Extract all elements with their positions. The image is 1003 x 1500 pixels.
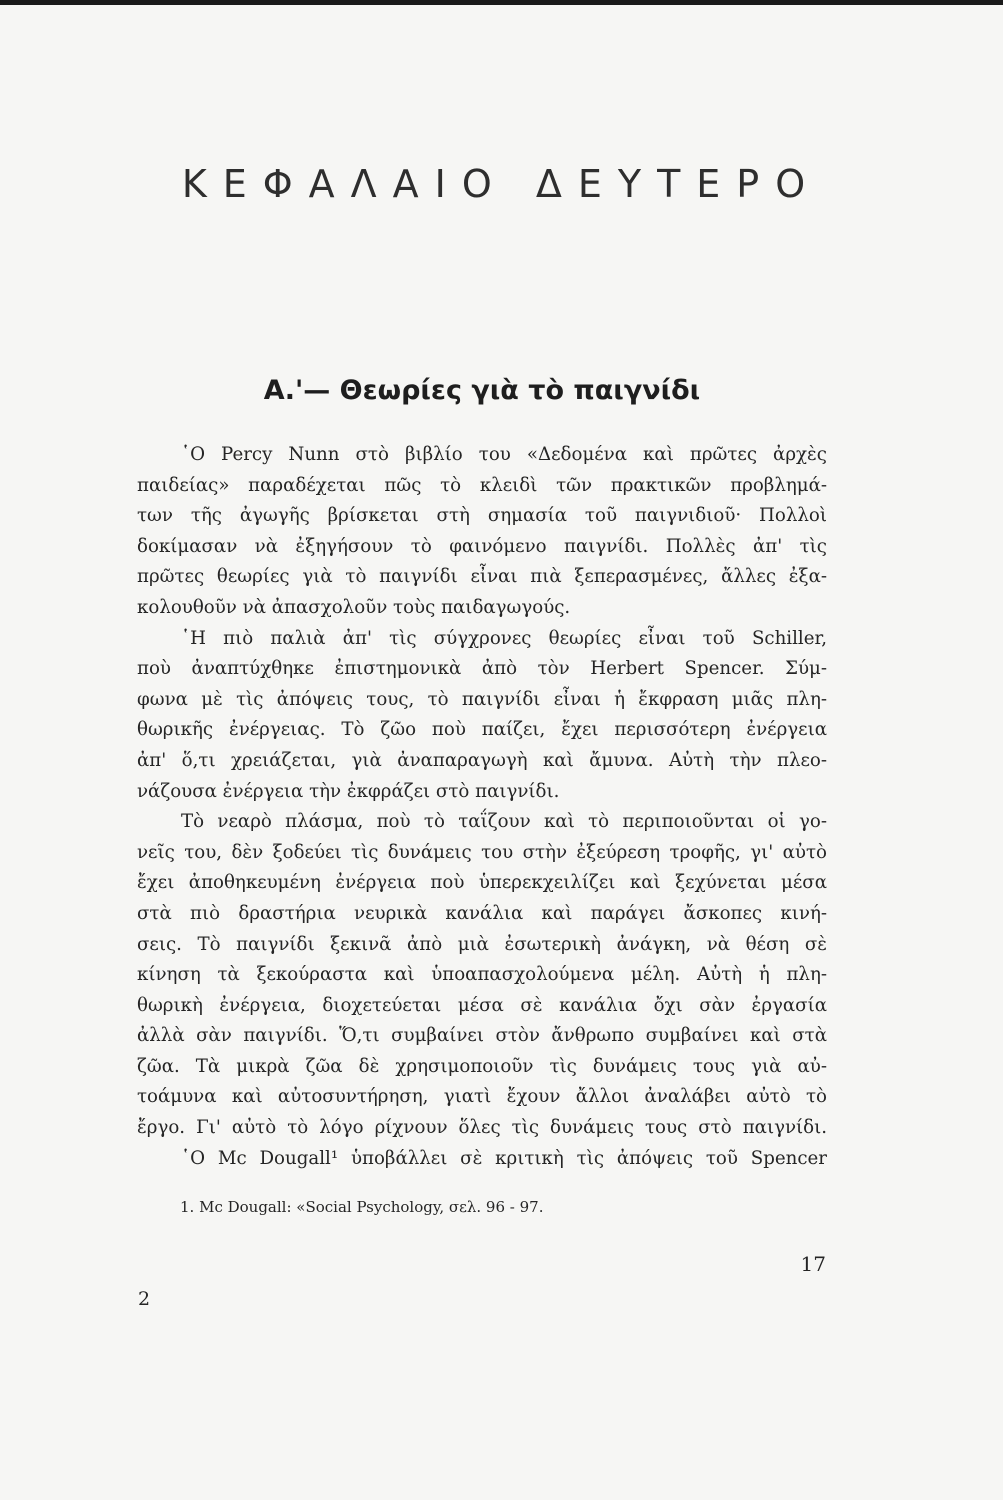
text-line: ἔχει ἀποθηκευμένη ἐνέργεια ποὺ ὑπερεκχειλίζει καὶ ξεχύνεται μέσα [137, 872, 827, 894]
text-line: Τὸ νεαρὸ πλάσμα, ποὺ τὸ ταΐζουν καὶ τὸ περιποιοῦνται οἱ γο- [181, 811, 827, 833]
text-line: ἀλλὰ σὰν παιγνίδι. Ὅ,τι συμβαίνει στὸν ἄνθρωπο συμβαίνει καὶ στὰ [137, 1025, 827, 1047]
text-line: των τῆς ἀγωγῆς βρίσκεται στὴ σημασία τοῦ παιγνιδιοῦ· Πολλοὶ [137, 505, 827, 527]
text-line: τοάμυνα καὶ αὐτοσυντήρηση, γιατὶ ἔχουν ἄλλοι ἀναλάβει αὐτὸ τὸ [137, 1086, 827, 1108]
text-line: θωρικῆς ἐνέργειας. Τὸ ζῶο ποὺ παίζει, ἔχει περισσότερη ἐνέργεια [137, 719, 827, 741]
page-top-edge [0, 0, 1003, 5]
signature-mark: 2 [138, 1288, 151, 1310]
text-line: πρῶτες θεωρίες γιὰ τὸ παιγνίδι εἶναι πιὰ ξεπερασμένες, ἄλλες ἐξα- [137, 566, 827, 588]
text-line: δοκίμασαν νὰ ἐξηγήσουν τὸ φαινόμενο παιγνίδι. Πολλὲς ἀπ' τὶς [137, 535, 827, 557]
footnote: 1. Mc Dougall: «Social Psychology, σελ. 96 - 97. [180, 1198, 544, 1216]
text-line: ἔργο. Γι' αὐτὸ τὸ λόγο ρίχνουν ὅλες τὶς δυνάμεις τους στὸ παιγνίδι. [137, 1117, 827, 1139]
chapter-title: ΚΕΦΑΛΑΙΟ ΔΕΥΤΕΡΟ [181, 162, 822, 206]
text-line: στὰ πιὸ δραστήρια νευρικὰ κανάλια καὶ παράγει ἄσκοπες κινή- [137, 902, 827, 924]
text-line: σεις. Τὸ παιγνίδι ξεκινᾶ ἀπὸ μιὰ ἐσωτερικὴ ἀνάγκη, νὰ θέση σὲ [137, 933, 827, 955]
text-line: φωνα μὲ τὶς ἀπόψεις τους, τὸ παιγνίδι εἶναι ἡ ἔκφραση μιᾶς πλη- [137, 688, 827, 710]
text-line: ῾Ο Percy Nunn στὸ βιβλίο του «Δεδομένα καὶ πρῶτες ἀρχὲς [181, 444, 827, 465]
text-line: νάζουσα ἐνέργεια τὴν ἐκφράζει στὸ παιγνίδι. [137, 780, 560, 802]
text-line: ῾Η πιὸ παλιὰ ἀπ' τὶς σύγχρονες θεωρίες εἶναι τοῦ Schiller, [181, 627, 827, 649]
page-number: 17 [800, 1252, 826, 1276]
text-line: παιδείας» παραδέχεται πῶς τὸ κλειδὶ τῶν πρακτικῶν προβλημά- [137, 474, 827, 496]
text-line: κολουθοῦν νὰ ἀπασχολοῦν τοὺς παιδαγωγούς. [137, 596, 571, 618]
text-line: ζῶα. Τὰ μικρὰ ζῶα δὲ χρησιμοποιοῦν τὶς δυνάμεις τους γιὰ αὐ- [137, 1055, 827, 1077]
text-line: θωρικὴ ἐνέργεια, διοχετεύεται μέσα σὲ κανάλια ὄχι σὰν ἐργασία [137, 994, 827, 1016]
text-line: ἀπ' ὅ,τι χρειάζεται, γιὰ ἀναπαραγωγὴ καὶ ἄμυνα. Αὐτὴ τὴν πλεο- [137, 749, 827, 771]
text-line: κίνηση τὰ ξεκούραστα καὶ ὑποαπασχολούμενα μέλη. Αὐτὴ ἡ πλη- [137, 964, 827, 986]
text-line: ῾Ο Mc Dougall¹ ὑποβάλλει σὲ κριτικὴ τὶς ἀπόψεις τοῦ Spencer [181, 1147, 827, 1169]
body-text [137, 440, 827, 1174]
text-line: νεῖς του, δὲν ξοδεύει τὶς δυνάμεις του στὴν ἐξεύρεση τροφῆς, γι' αὐτὸ [137, 841, 827, 863]
text-line: ποὺ ἀναπτύχθηκε ἐπιστημονικὰ ἀπὸ τὸν Herbert Spencer. Σύμ- [137, 658, 827, 680]
section-title: Α.'— Θεωρίες γιὰ τὸ παιγνίδι [263, 375, 701, 406]
